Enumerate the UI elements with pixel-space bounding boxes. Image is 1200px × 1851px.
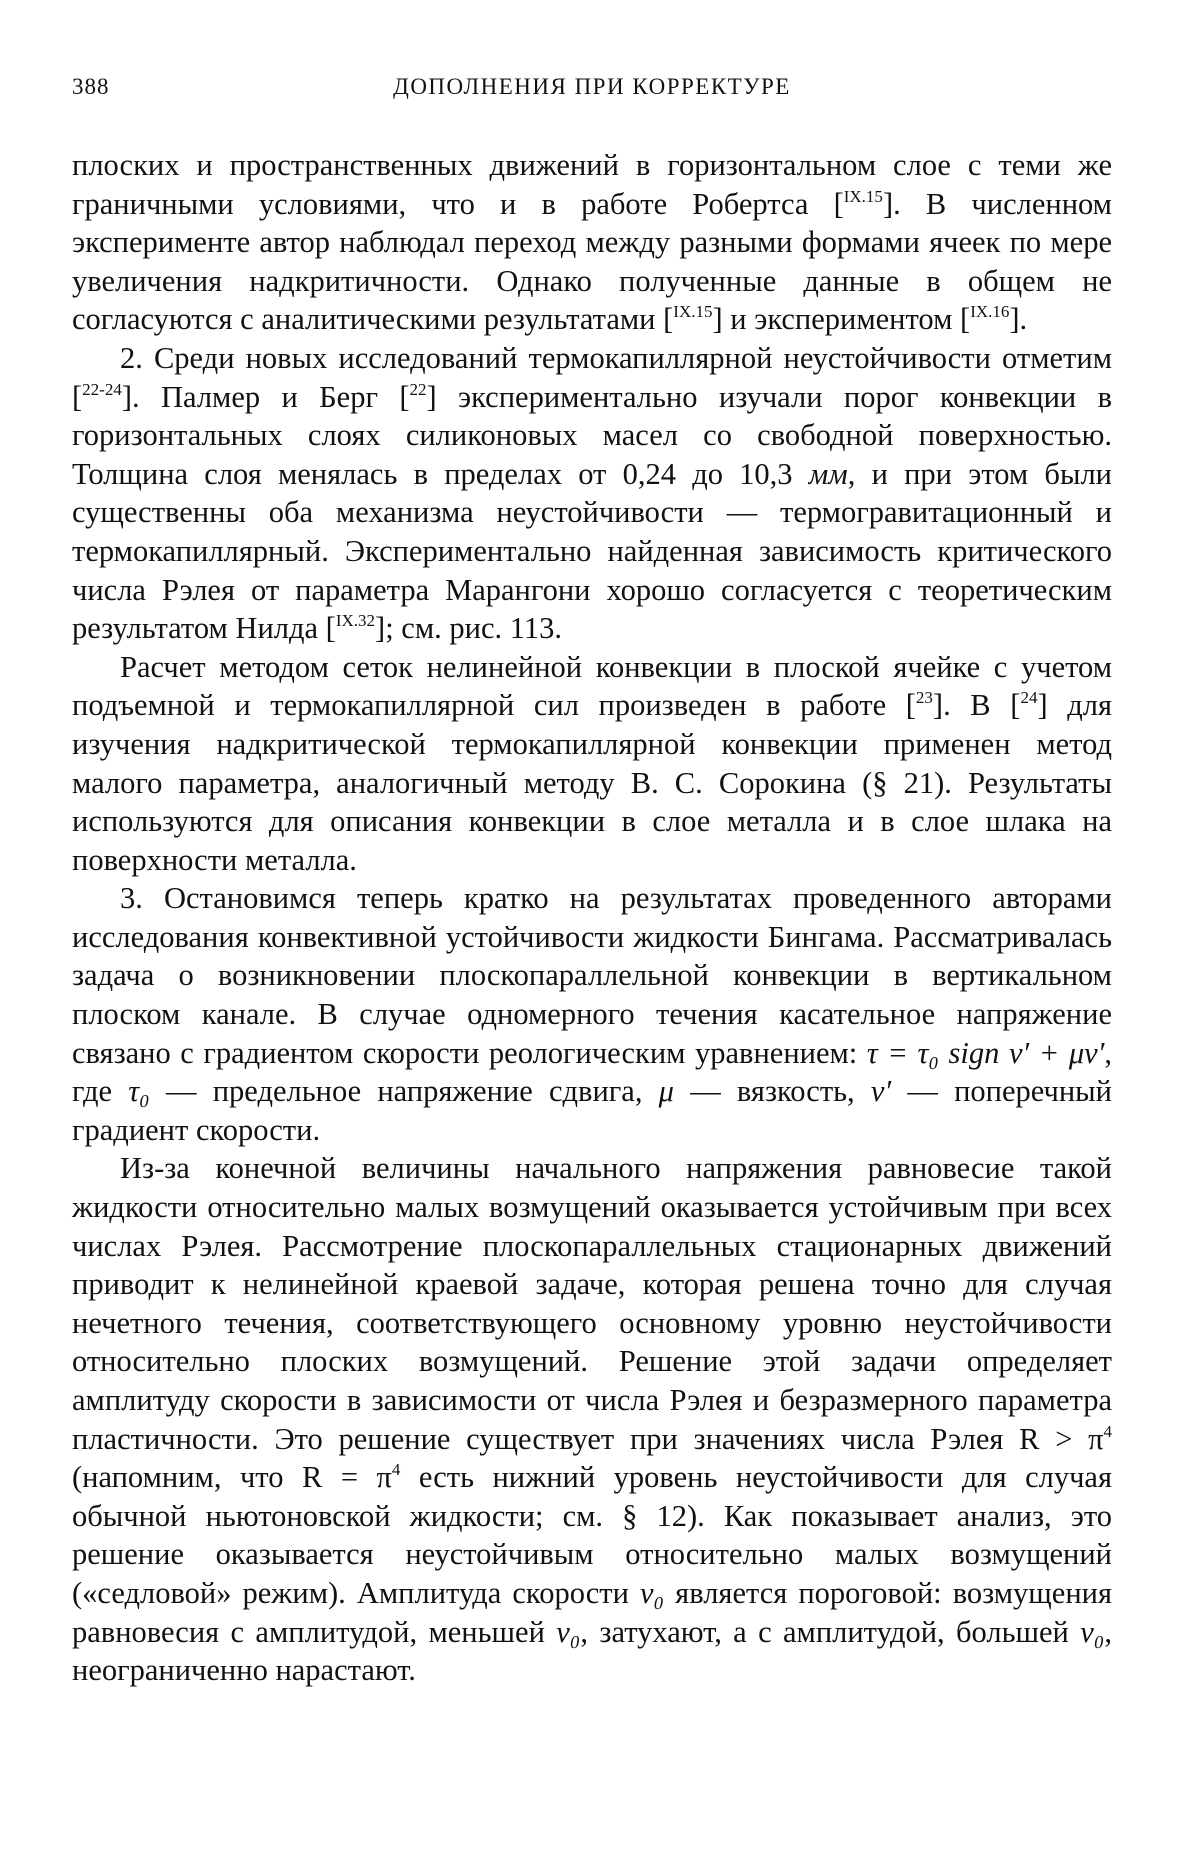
text-run: , неограниченно нарастают. — [72, 1614, 1113, 1688]
text-run: ]. — [1009, 302, 1028, 337]
italic-term: v₀ — [1080, 1614, 1105, 1649]
text-run: Расчет методом сеток нелинейной конвекции в плоской ячейке с учетом подъемной и термокапиллярной сил произведен в работе [ — [72, 649, 1112, 723]
reference-superscript: 4 — [391, 1460, 401, 1480]
text-run: — предельное напряжение сдвига, — [149, 1074, 659, 1109]
text-run: ] и экспериментом [ — [712, 302, 971, 337]
text-run: , затухают, а с амплитудой, большей — [580, 1614, 1081, 1649]
text-run: ] для изучения надкритической термокапиллярной конвекции применен метод малого параметра, аналогичный методу В. С. Сорокина (§ 21). Результаты используются для описания конвекции в слое металла и в слое шлака на поверхности металла. — [72, 688, 1112, 877]
paragraph — [72, 1149, 1112, 1689]
reference-superscript: IX.15 — [843, 186, 883, 206]
paragraph — [72, 879, 1112, 1149]
page-header — [72, 60, 1112, 108]
text-run: , и при этом были существенны оба механизма неустойчивости — термогравитационный и термокапиллярный. Экспериментально найденная зависимость критического числа Рэлея от параметра Марангони хорошо согласуется с теоретическим результатом Нилда [ — [72, 456, 1112, 646]
reference-superscript: 23 — [915, 688, 933, 708]
paragraph — [72, 648, 1112, 880]
text-run: является пороговой: возмущения равновесия с амплитудой, меньшей — [72, 1575, 1112, 1649]
text-run: ] экспериментально изучали порог конвекции в горизонтальных слоях силиконовых масел со свободной поверхностью. Толщина слоя менялась в пределах от 0,24 до 10,3 — [72, 379, 1112, 491]
italic-term: v₀ — [556, 1614, 581, 1649]
text-run: есть нижний уровень неустойчивости для случая обычной ньютоновской жидкости; см. § 12). Как показывает анализ, это решение оказывается неустойчивым относительно малых возмущений («седловой» режим). Амплитуда скорости — [72, 1460, 1113, 1610]
text-run: 2. Среди новых исследований термокапиллярной неустойчивости отметим [ — [72, 340, 1112, 414]
reference-superscript: IX.32 — [335, 611, 376, 631]
reference-superscript: IX.15 — [673, 302, 713, 322]
book-page — [72, 60, 1112, 1690]
text-run: ]. Палмер и Берг [ — [121, 379, 410, 414]
page-number: 388 — [72, 74, 110, 99]
text-run: (напомним, что R = π — [72, 1460, 392, 1495]
italic-term: μ — [658, 1074, 674, 1109]
text-run: — поперечный градиент скорости. — [72, 1074, 1112, 1147]
text-run: ]; см. рис. 113. — [375, 611, 562, 646]
text-run: ]. В [ — [932, 688, 1021, 723]
running-title: ДОПОЛНЕНИЯ ПРИ КОРРЕКТУРЕ — [393, 74, 791, 99]
body-text — [72, 146, 1112, 1690]
reference-superscript: 22-24 — [82, 379, 122, 399]
text-run: плоских и пространственных движений в горизонтальном слое с теми же граничными условиями, что и в работе Робертса [ — [72, 148, 1112, 221]
reference-superscript: IX.16 — [970, 302, 1010, 322]
italic-term: τ₀ — [128, 1074, 150, 1109]
reference-superscript: 24 — [1020, 688, 1038, 708]
reference-superscript: 4 — [1103, 1421, 1112, 1441]
italic-term: v₀ — [639, 1575, 665, 1610]
text-run: 3. Остановимся теперь кратко на результатах проведенного авторами исследования конвективной устойчивости жидкости Бингама. Рассматривалась задача о возникновении плоскопараллельной конвекции в вертикальном плоском канале. В случае одномерного течения касательное напряжение связано с градиентом скорости реологическим уравнением: — [72, 881, 1112, 1070]
text-run: Из-за конечной величины начального напряжения равновесие такой жидкости относительно малых возмущений оказывается устойчивым при всех числах Рэлея. Рассмотрение плоскопараллельных стационарных движений приводит к нелинейной краевой задаче, которая решена точно для случая нечетного течения, соответствующего основному уровню неустойчивости относительно плоских возмущений. Решение этой задачи определяет амплитуду скорости в зависимости от числа Рэлея и безразмерного параметра пластичности. Это решение существует при значениях числа Рэлея R > π — [72, 1151, 1112, 1456]
reference-superscript: 22 — [409, 379, 427, 399]
paragraph — [72, 146, 1112, 339]
text-run: , где — [72, 1035, 1113, 1109]
paragraph — [72, 339, 1112, 648]
italic-term: мм — [808, 456, 848, 491]
text-run: — вязкость, — [673, 1074, 871, 1109]
italic-term: τ = τ₀ sign v′ + μv′ — [866, 1035, 1105, 1070]
italic-term: v′ — [870, 1074, 892, 1109]
text-run: ]. В численном эксперименте автор наблюдал переход между разными формами ячеек по мере увеличения надкритичности. Однако полученные данные в общем не согласуются с аналитическими результатами [ — [72, 186, 1112, 337]
